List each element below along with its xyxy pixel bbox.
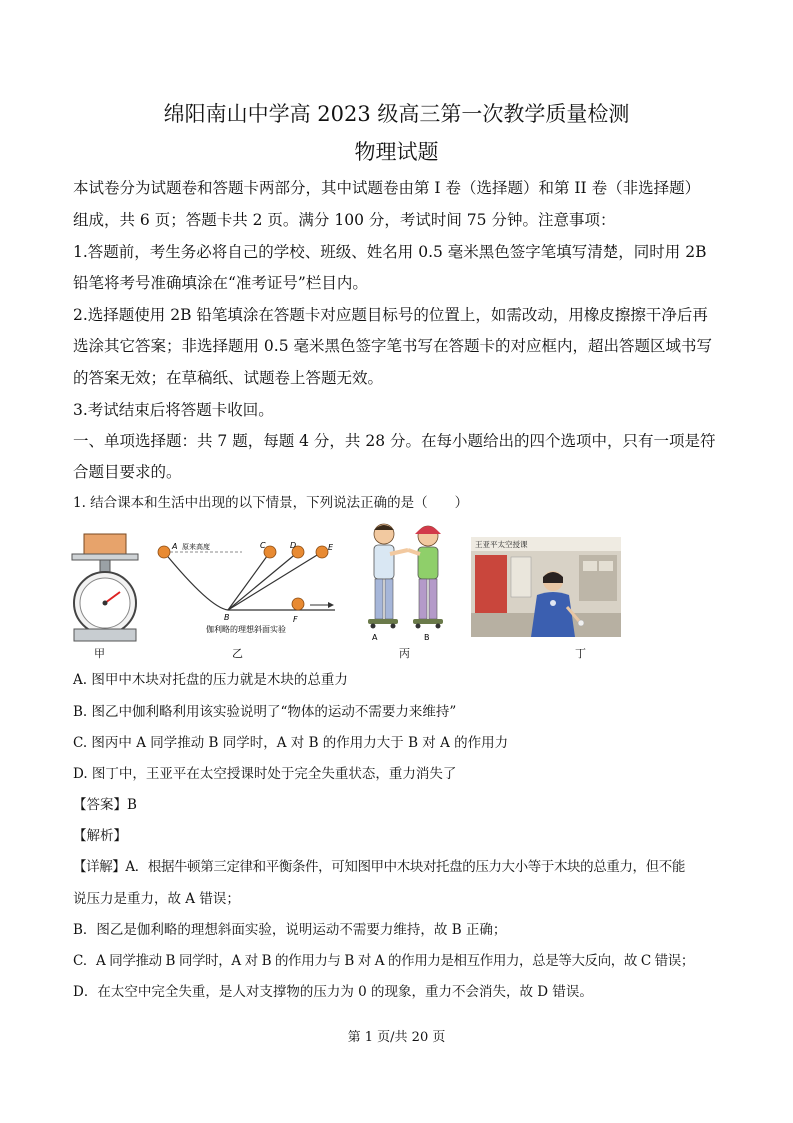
instruction-2-line-3: 的答案无效；在草稿纸、试题卷上答题无效。	[73, 369, 384, 387]
option-a: A. 图甲中木块对托盘的压力就是木块的总重力	[73, 672, 348, 688]
exam-subtitle: 物理试题	[354, 140, 439, 164]
section-heading-line-1: 一、单项选择题：共 7 题，每题 4 分，共 28 分。在每小题给出的四个选项中，只有一项是符	[73, 432, 716, 450]
intro-line-2: 组成，共 6 页；答题卡共 2 页。满分 100 分，考试时间 75 分钟。注意事项：	[73, 211, 616, 229]
option-d: D. 图丁中，王亚平在太空授课时处于完全失重状态，重力消失了	[73, 766, 457, 782]
analysis-label: 【解析】	[73, 828, 127, 844]
label-point-b: B	[224, 613, 230, 622]
instruction-3: 3.考试结束后将答题卡收回。	[73, 401, 274, 419]
figure-yi-incline	[150, 538, 350, 638]
label-point-e: E	[328, 543, 334, 552]
caption-bing: 丙	[399, 647, 410, 660]
figure-jia-scale	[70, 530, 140, 645]
instruction-1-line-1: 1.答题前，考生务必将自己的学校、班级、姓名用 0.5 毫米黑色签字笔填写清楚，同时用 2B	[73, 243, 707, 261]
instruction-2-line-2: 选涂其它答案；非选择题用 0.5 毫米黑色签字笔书写在答题卡的对应框内，超出答题区域书写	[73, 337, 713, 355]
label-original-height: 原来高度	[182, 543, 210, 551]
intro-line-1: 本试卷分为试题卷和答题卡两部分，其中试题卷由第 I 卷（选择题）和第 II 卷（非选择题）	[73, 179, 701, 197]
figure-ding-space-lecture	[471, 537, 621, 637]
instruction-1-line-2: 铅笔将考号准确填涂在“准考证号”栏目内。	[73, 274, 368, 292]
label-point-d: D	[290, 541, 297, 550]
label-student-b: B	[424, 633, 430, 642]
detail-line-3: B．图乙是伽利略的理想斜面实验，说明运动不需要力维持，故 B 正确；	[73, 922, 507, 938]
option-b: B. 图乙中伽利略利用该实验说明了“物体的运动不需要力来维持”	[73, 704, 457, 720]
detail-line-1: 【详解】A．根据牛顿第三定律和平衡条件，可知图甲中木块对托盘的压力大小等于木块的总重力，但不能	[73, 859, 685, 875]
option-c: C. 图丙中 A 同学推动 B 同学时，A 对 B 的作用力大于 B 对 A 的作用力	[73, 735, 509, 751]
caption-yi: 乙	[232, 647, 243, 660]
label-ideal-incline-experiment: 伽利略的理想斜面实验	[206, 625, 286, 634]
label-student-a: A	[372, 633, 378, 642]
answer-label: 【答案】B	[73, 797, 137, 813]
caption-ding: 丁	[575, 647, 586, 660]
label-point-f: F	[293, 615, 298, 624]
figure-bing-skaters	[358, 520, 454, 642]
page-footer: 第 1 页/共 20 页	[347, 1030, 446, 1045]
label-point-c: C	[260, 541, 266, 550]
question-1-stem: 1. 结合课本和生活中出现的以下情景，下列说法正确的是（ ）	[73, 495, 469, 511]
caption-jia: 甲	[94, 647, 105, 660]
exam-title: 绵阳南山中学高 2023 级高三第一次教学质量检测	[163, 102, 630, 126]
detail-line-2: 说压力是重力，故 A 错误；	[73, 891, 240, 907]
label-space-lecture-banner: 王亚平太空授课	[475, 540, 528, 549]
label-point-a: A	[172, 542, 178, 551]
instruction-2-line-1: 2.选择题使用 2B 铅笔填涂在答题卡对应题目标号的位置上，如需改动，用橡皮擦擦干净后再	[73, 306, 708, 324]
detail-line-5: D．在太空中完全失重，是人对支撑物的压力为 0 的现象，重力不会消失，故 D 错误。	[73, 984, 593, 1000]
section-heading-line-2: 合题目要求的。	[73, 463, 182, 481]
detail-line-4: C．A 同学推动 B 同学时，A 对 B 的作用力与 B 对 A 的作用力是相互作用力，总是等大反向，故 C 错误；	[73, 953, 694, 969]
